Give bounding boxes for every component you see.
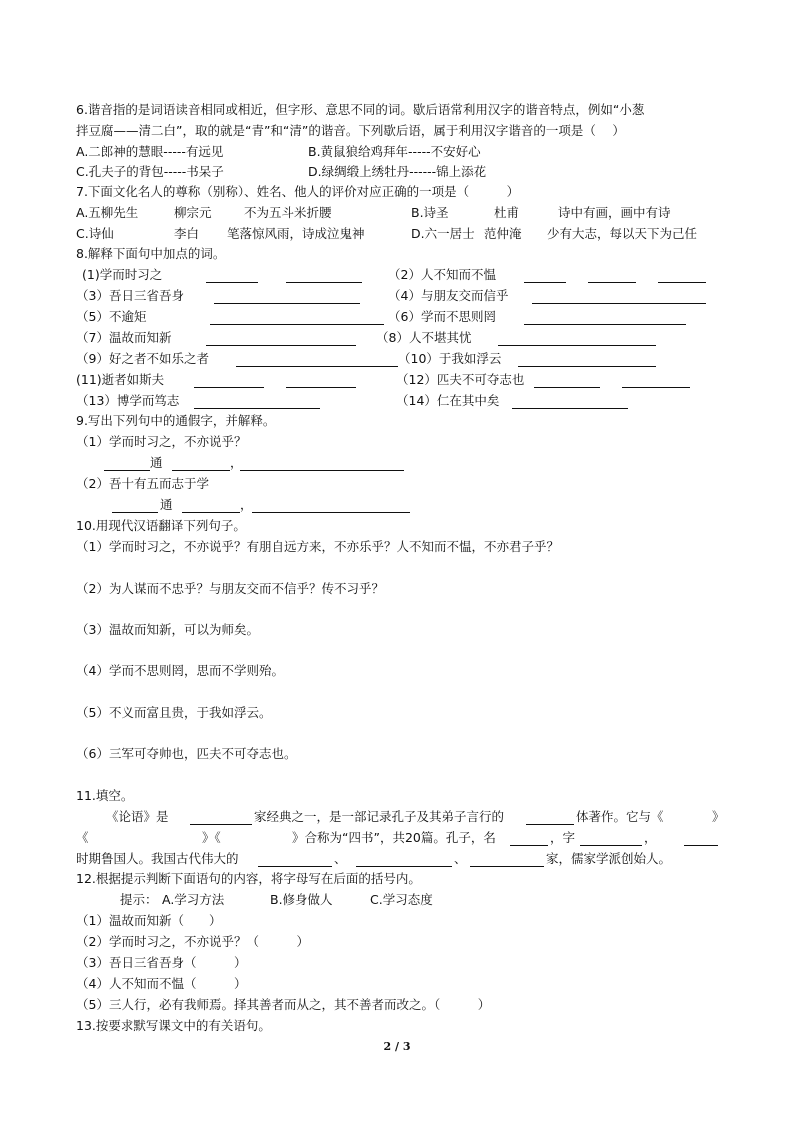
q9-comma-1: ， — [230, 455, 243, 470]
q11-line1-b: 家经典之一，是一部记录孔子及其弟子言行的 — [254, 809, 505, 824]
q9-tong-2: 通 — [160, 497, 173, 512]
q8-stem: 8.解释下面句中加点的词。 — [76, 246, 226, 261]
q7-b-comment: 诗中有画，画中有诗 — [558, 205, 671, 220]
q8-blank-4[interactable] — [532, 286, 706, 304]
q6-stem-line1: 6.谐音指的是词语读音相同或相近，但字形、意思不同的词。歇后语常利用汉字的谐音特点，例如“小葱 — [76, 102, 645, 117]
q12-sentence-4: （4）人不知而不愠（ ） — [76, 976, 247, 991]
q9-blank-1c[interactable] — [240, 453, 404, 471]
q8-item-7: （7）温故而知新 — [76, 330, 172, 345]
q8-item-12: （12）匹夫不可夺志也 — [396, 372, 525, 387]
q11-line2-a: 《 — [76, 830, 89, 845]
q9-sentence-1: （1）学而时习之，不亦说乎？ — [76, 434, 247, 449]
q8-item-13: （13）博学而笃志 — [76, 393, 180, 408]
q11-line3-a: 时期鲁国人。我国古代伟大的 — [76, 851, 239, 866]
q7-c-name: 李白 — [174, 226, 200, 241]
q10-sentence-6: （6）三军可夺帅也，匹夫不可夺志也。 — [76, 746, 297, 761]
q10-sentence-5: （5）不义而富且贵，于我如浮云。 — [76, 705, 272, 720]
q8-blank-12b[interactable] — [622, 370, 690, 388]
q9-blank-2a[interactable] — [112, 495, 158, 513]
q8-blank-10[interactable] — [518, 349, 656, 367]
q11-blank-period[interactable] — [684, 828, 718, 846]
q7-a-name: 柳宗元 — [174, 205, 212, 220]
q8-blank-5[interactable] — [210, 307, 384, 325]
q11-line3-b: 、 — [334, 851, 347, 866]
q11-line2-c: 》合称为“四书”，共20篇。孔子，名 — [292, 830, 496, 845]
q11-blank-role2[interactable] — [356, 849, 452, 867]
q8-item-1: (1)学而时习之 — [82, 267, 163, 282]
q6-option-c: C.孔夫子的背包-----书呆子 — [76, 164, 224, 179]
q8-blank-8[interactable] — [498, 328, 656, 346]
q6-option-b: B.黄鼠狼给鸡拜年-----不安好心 — [308, 144, 481, 159]
q8-blank-11a[interactable] — [194, 370, 264, 388]
q7-c-title: C.诗仙 — [76, 226, 114, 241]
q8-item-4: （4）与朋友交而信乎 — [388, 288, 509, 303]
q10-sentence-4: （4）学而不思则罔，思而不学则殆。 — [76, 663, 284, 678]
q9-sentence-2: （2）吾十有五而志于学 — [76, 476, 209, 491]
q11-line1-d: 》 — [712, 809, 725, 824]
q8-item-9: （9）好之者不如乐之者 — [76, 351, 209, 366]
q10-sentence-3: （3）温故而知新，可以为师矣。 — [76, 622, 259, 637]
q8-blank-12a[interactable] — [534, 370, 600, 388]
q11-blank-role1[interactable] — [258, 849, 332, 867]
q8-blank-3[interactable] — [214, 286, 360, 304]
q8-item-10: （10）于我如浮云 — [398, 351, 502, 366]
q10-sentence-1: （1）学而时习之，不亦说乎？有朋自远方来，不亦乐乎？人不知而不愠，不亦君子乎？ — [76, 539, 559, 554]
q13-stem: 13.按要求默写课文中的有关语句。 — [76, 1018, 271, 1033]
q8-item-6: （6）学而不思则罔 — [388, 309, 496, 324]
q8-blank-2b[interactable] — [588, 265, 636, 283]
q9-blank-2c[interactable] — [252, 495, 410, 513]
q10-stem: 10.用现代汉语翻译下列句子。 — [76, 518, 246, 533]
q11-line3-d: 家，儒家学派创始人。 — [546, 851, 672, 866]
q12-hint-a: A.学习方法 — [162, 892, 225, 907]
q8-blank-9b[interactable] — [328, 349, 398, 367]
q8-blank-2a[interactable] — [524, 265, 566, 283]
q8-blank-6[interactable] — [524, 307, 686, 325]
q11-blank-courtesy[interactable] — [580, 828, 642, 846]
q12-sentence-3: （3）吾日三省吾身（ ） — [76, 955, 247, 970]
q7-a-title: A.五柳先生 — [76, 205, 139, 220]
q8-item-5: （5）不逾矩 — [76, 309, 147, 324]
q11-line3-c: 、 — [454, 851, 467, 866]
q8-item-8: （8）人不堪其忧 — [376, 330, 472, 345]
q11-line1-a: 《论语》是 — [106, 809, 169, 824]
q6-option-d: D.绿绸缎上绣牡丹------锦上添花 — [308, 164, 487, 179]
q7-d-comment: 少有大志，每以天下为己任 — [547, 226, 698, 241]
q6-option-a: A.二郎神的慧眼-----有远见 — [76, 144, 224, 159]
q7-d-title: D.六一居士 — [411, 226, 475, 241]
q11-line2-d: ，字 — [550, 830, 576, 845]
q11-blank-role3[interactable] — [470, 849, 544, 867]
q12-hint-c: C.学习态度 — [370, 892, 433, 907]
q12-stem: 12.根据提示判断下面语句的内容，将字母写在后面的括号内。 — [76, 871, 421, 886]
q9-comma-2: ， — [240, 497, 253, 512]
q7-d-name: 范仲淹 — [484, 226, 522, 241]
q7-stem: 7.下面文化名人的尊称（别称）、姓名、他人的评价对应正确的一项是（ ） — [76, 184, 520, 199]
q8-item-14: （14）仁在其中矣 — [396, 393, 500, 408]
q11-blank-name[interactable] — [510, 828, 548, 846]
q12-sentence-2: （2）学而时习之，不亦说乎？（ ） — [76, 934, 309, 949]
page-number: 2 / 3 — [383, 1040, 411, 1053]
q7-b-name: 杜甫 — [494, 205, 520, 220]
q11-line1-c: 体著作。它与《 — [576, 809, 664, 824]
q11-line2-b: 》《 — [202, 830, 221, 845]
q8-blank-11b[interactable] — [286, 370, 356, 388]
q7-a-comment: 不为五斗米折腰 — [244, 205, 332, 220]
q8-item-3: （3）吾日三省吾身 — [76, 288, 184, 303]
q8-blank-14[interactable] — [512, 391, 628, 409]
q9-tong-1: 通 — [150, 455, 163, 470]
q12-sentence-1: （1）温故而知新（ ） — [76, 913, 222, 928]
q11-line2-e: ， — [644, 830, 657, 845]
q6-stem-line2: 拌豆腐——清二白”，取的就是“青”和“清”的谐音。下列歇后语，属于利用汉字谐音的一项是（ ） — [76, 123, 625, 138]
q12-hint-label: 提示： — [120, 892, 158, 907]
q7-c-comment: 笔落惊风雨，诗成泣鬼神 — [227, 226, 365, 241]
q9-stem: 9.写出下列句中的通假字，并解释。 — [76, 413, 276, 428]
q9-blank-1b[interactable] — [172, 453, 230, 471]
q11-stem: 11.填空。 — [76, 788, 134, 803]
q8-blank-7[interactable] — [206, 328, 356, 346]
q7-b-title: B.诗圣 — [411, 205, 449, 220]
q8-blank-13[interactable] — [194, 391, 320, 409]
q11-blank-style[interactable] — [526, 807, 574, 825]
q8-blank-2c[interactable] — [658, 265, 706, 283]
q9-blank-2b[interactable] — [182, 495, 240, 513]
q10-sentence-2: （2）为人谋而不忠乎？与朋友交而不信乎？传不习乎？ — [76, 581, 384, 596]
q8-blank-1b[interactable] — [286, 265, 362, 283]
q12-sentence-5: （5）三人行，必有我师焉。择其善者而从之，其不善者而改之。（ ） — [76, 997, 491, 1012]
q8-item-2: （2）人不知而不愠 — [388, 267, 496, 282]
q11-blank-school[interactable] — [190, 807, 252, 825]
q8-blank-1a[interactable] — [206, 265, 258, 283]
q12-hint-b: B.修身做人 — [270, 892, 333, 907]
q8-item-11: (11)逝者如斯夫 — [76, 372, 165, 387]
q9-blank-1a[interactable] — [104, 453, 150, 471]
